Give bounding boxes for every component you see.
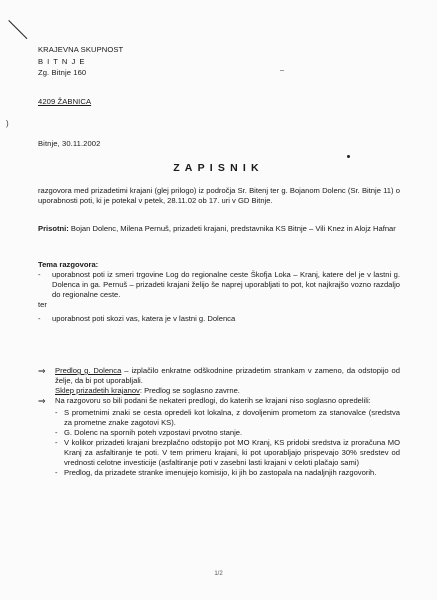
proposal-label: Predlog g. Dolenca [55, 366, 122, 375]
topic-item-text: uporabnost poti skozi vas, katera je v lastni g. Dolenca [52, 314, 236, 323]
proposal-row [38, 366, 400, 386]
scan-dot [347, 155, 350, 158]
meeting-text: Na razgovoru so bili podani še nekateri predlogi, do katerih se krajani niso soglasno opredelili: [55, 396, 371, 405]
org-header [38, 44, 123, 79]
page-number: 1/2 [214, 571, 223, 577]
org-place: B I T N J E [38, 56, 86, 66]
bullet-dash: - [38, 270, 41, 279]
meeting-item-text: Predlog, da prizadete stranke imenujejo komisijo, ki jih bo zastopala na nadaljnjih razgovorih. [64, 468, 377, 477]
scan-speck [280, 70, 284, 71]
conclusion-label: Sklep prizadetih krajanov [55, 386, 140, 395]
margin-mark: ) [6, 119, 9, 128]
conclusion-row [38, 386, 400, 396]
right-arrow-icon: ⇒ [38, 396, 46, 406]
meeting-item-text: S prometnimi znaki se cesta opredeli kot lokalna, z dovoljenim prometom za stanovalce (sredstva za prometne znake zagotovi KS). [64, 408, 400, 427]
org-name: KRAJEVNA SKUPNOST [38, 45, 124, 54]
topic-section [38, 260, 400, 324]
meeting-item-text: V kolikor prizadeti krajani brezplačno odstopijo pot MO Kranj, KS pridobi sredstva iz proračuna MO Kranj za asfaltiranje te poti. V tem primeru krajani, ki pot uporabljajo prispevajo 30% sredstev od vrednosti celotne investicije (asfaltiranje poti v zasebni lasti krajani v celoti plačajo sami) [64, 438, 400, 467]
bullet-dash: - [55, 408, 58, 417]
meeting-item [38, 438, 400, 468]
topic-item [38, 314, 400, 324]
present-paragraph [38, 224, 400, 234]
meeting-row [38, 396, 400, 406]
document-title: ZAPISNIK [173, 162, 264, 174]
right-arrow-icon: ⇒ [38, 366, 46, 376]
corner-fold-mark [8, 20, 27, 39]
bullet-dash: - [55, 428, 58, 437]
bullet-dash: - [55, 468, 58, 477]
present-label: Prisotni: [38, 224, 69, 233]
bullet-dash: - [55, 438, 58, 447]
conclusion-text: : Predlog se soglasno zavrne. [139, 386, 240, 395]
present-text: Bojan Dolenc, Milena Pernuš, prizadeti krajani, predstavnika KS Bitnje – Vili Knez in Alojz Hafnar [68, 224, 396, 233]
intro-paragraph: razgovora med prizadetimi krajani (glej prilogo) iz področja Sr. Bitenj ter g. Bojanom Dolenc (Sr. Bitnje 11) o uporabnosti poti, ki je potekal v petek, 28.11.02 ob 17. uri v GD Bitnje. [38, 186, 400, 205]
date-line: Bitnje, 30.11.2002 [38, 139, 101, 148]
bullet-dash: - [38, 314, 41, 323]
topic-connector: ter [38, 300, 47, 309]
topic-item [38, 270, 400, 300]
meeting-item-text: G. Dolenc na spornih poteh vzpostavi prvotno stanje. [64, 428, 243, 437]
meeting-item [38, 408, 400, 428]
meeting-item [38, 468, 400, 478]
postal-code: 4209 ŽABNICA [38, 97, 92, 106]
proposal-text: – izplačilo enkratne odškodnine prizadetim strankam v zameno, da odstopijo od želje, da bi pot uporabljali. [55, 366, 400, 385]
meeting-item [38, 428, 400, 438]
topic-label: Tema razgovora: [38, 260, 99, 269]
org-address: Zg. Bitnje 160 [38, 68, 87, 77]
proposal-section [38, 366, 400, 478]
topic-item-text: uporabnost poti iz smeri trgovine Log do regionalne ceste Škofja Loka – Kranj, katere del je v lastni g. Dolenca in ga. Pernuš – prizadeti krajani želijo še naprej uporabljati to pot, kot najkrajšo vozno razdaljo do regionalne ceste. [52, 270, 400, 299]
